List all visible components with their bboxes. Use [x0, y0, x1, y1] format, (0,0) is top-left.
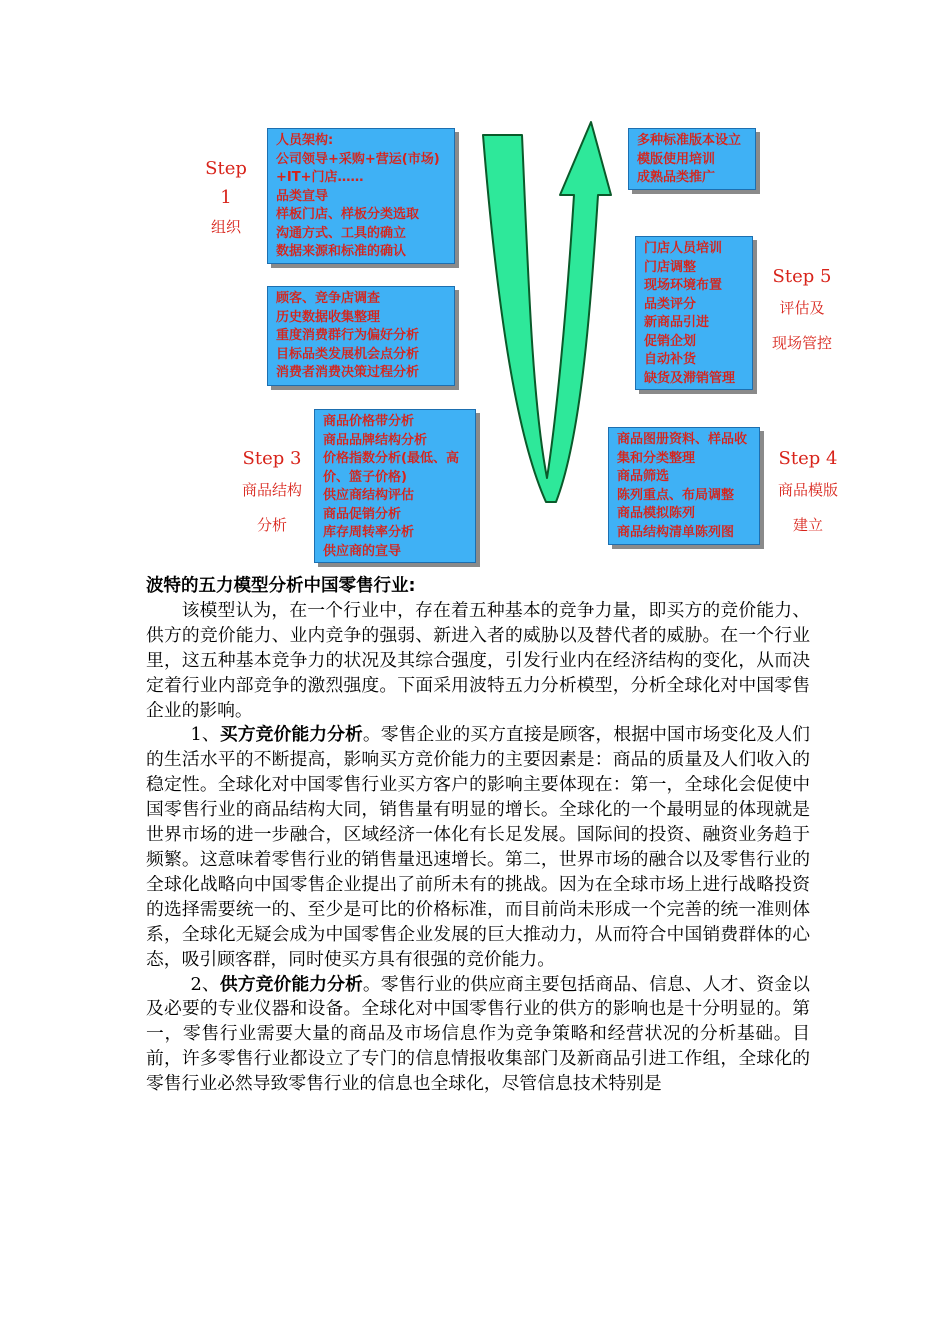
structure-analysis-box: [314, 409, 476, 563]
step4-name-line2: 建立: [792, 516, 823, 534]
box-line: 价、篮子价格): [323, 469, 407, 485]
box-line: 重度消费群行为偏好分析: [276, 328, 420, 343]
box-line: 公司领导+采购+营运(市场): [276, 151, 440, 167]
box-line: 品类评分: [644, 296, 697, 312]
box-line: 商品图册资料、样品收: [617, 432, 748, 447]
box-line: 商品品牌结构分析: [323, 432, 428, 448]
box-line: +IT+门店……: [276, 170, 364, 185]
step3-title: Step 3: [242, 448, 302, 469]
step4-title: Step 4: [778, 448, 838, 469]
box-line: 价格指数分析(最低、高: [323, 451, 459, 466]
section-number: 1、: [190, 724, 220, 746]
section-number: 2、: [190, 973, 220, 995]
research-box: [267, 286, 455, 386]
box-line: 集和分类整理: [617, 450, 696, 466]
box-line: 沟通方式、工具的确立: [276, 225, 407, 241]
box-line: 商品促销分析: [323, 506, 402, 522]
org-box: [267, 128, 455, 264]
box-line: 模版使用培训: [637, 151, 716, 167]
box-line: 商品模拟陈列: [617, 506, 696, 521]
section-title: 供方竞价能力分析: [219, 973, 363, 995]
box-line: 缺货及滞销管理: [644, 370, 736, 386]
box-line: 供应商的宣导: [323, 543, 402, 559]
step5-title: Step 5: [772, 266, 832, 287]
box-line: 成熟品类推广: [637, 170, 716, 185]
step1-label: [196, 158, 256, 237]
article-heading: 波特的五力模型分析中国零售行业:: [146, 576, 416, 596]
step5-name-line2: 现场管控: [771, 334, 832, 352]
step3-name-line2: 分析: [256, 516, 287, 534]
box-line: 品类宣导: [276, 188, 329, 204]
box-line: 库存周转率分析: [323, 525, 415, 540]
u-arrow-icon: [470, 120, 620, 510]
box-line: 消费者消费决策过程分析: [276, 365, 420, 380]
u-arrow-shape: [483, 122, 611, 502]
box-line: 商品价格带分析: [323, 414, 415, 429]
box-line: 历史数据收集整理: [276, 309, 381, 325]
box-line: 现场环境布置: [644, 278, 723, 293]
box-line: 商品筛选: [617, 469, 670, 484]
rollout-box: [628, 128, 756, 190]
section-title: 买方竞价能力分析: [219, 724, 363, 746]
intro-paragraph: 该模型认为，在一个行业中，存在着五种基本的竞争力量，即买方的竞价能力、供方的竞价能力、业内竞争的强弱、新进入者的威胁以及替代者的威胁。在一个行业里，这五种基本竞争力的状况及其综合强度，引发行业内在经济结构的变化，从而决定着行业内部竞争的激烈强度。下面采用波特五力分析模型，分析全球化对中国零售企业的影响。: [146, 599, 810, 721]
box-line: 自动补货: [644, 352, 697, 367]
box-line: 目标品类发展机会点分析: [276, 346, 420, 362]
box-line: 顾客、竞争店调查: [276, 291, 381, 306]
control-box: [635, 236, 753, 390]
box-line: 数据来源和标准的确认: [276, 244, 407, 259]
step1-title: Step: [205, 158, 247, 179]
step3-name-line1: 商品结构: [241, 481, 302, 499]
box-line: 新商品引进: [644, 315, 710, 330]
section-buyer-power: [146, 723, 810, 972]
section-supplier-power: [146, 973, 810, 1098]
section-body: 。零售行业的供应商主要包括商品、信息、人才、资金以及必要的专业仪器和设备。全球化对中国零售行业的供方的影响也是十分明显的。第一，零售行业需要大量的商品及市场信息作为竞争策略和经营状况的分析基础。目前，许多零售行业都设立了专门的信息情报收集部门及新商品引进工作组，全球化的零售行业必然导致零售行业的信息也全球化，尽管信息技术特别是: [146, 973, 810, 1095]
section-body: 。零售企业的买方直接是顾客，根据中国市场变化及人们的生活水平的不断提高，影响买方竞价能力的主要因素是：商品的质量及人们收入的稳定性。全球化对中国零售行业买方客户的影响主要体现在：第一，全球化会促使中国零售行业的商品结构大同，销售量有明显的增长。全球化的一个最明显的体现就是世界市场的进一步融合，区域经济一体化有长足发展。国际间的投资、融资业务趋于频繁。这意味着零售行业的销售量迅速增长。第二，世界市场的融合以及零售行业的全球化战略向中国零售企业提出了前所未有的挑战。因为在全球市场上进行战略投资的选择需要统一的、至少是可比的价格标准，而目前尚未形成一个完善的统一准则体系，全球化无疑会成为中国零售企业发展的巨大推动力，从而符合中国销费群体的心态，吸引顾客群，同时使买方具有很强的竞价能力。: [146, 724, 810, 970]
box-line: 样板门店、样板分类选取: [276, 207, 420, 222]
step5-label: [764, 266, 840, 353]
box-line: 多种标准版本设立: [637, 133, 742, 148]
step4-label: [770, 448, 846, 535]
box-line: 陈列重点、布局调整: [617, 487, 735, 503]
template-box: [608, 427, 760, 545]
article: [146, 574, 810, 1097]
step1-number: 1: [220, 187, 232, 208]
box-line: 人员架构:: [276, 133, 334, 148]
box-line: 商品结构清单陈列图: [617, 524, 735, 540]
step5-name-line1: 评估及: [779, 299, 825, 317]
step1-name: 组织: [210, 218, 241, 236]
step3-label: [234, 448, 310, 535]
box-line: 门店人员培训: [644, 241, 723, 256]
box-line: 供应商结构评估: [323, 488, 415, 503]
step4-name-line1: 商品模版: [777, 481, 838, 499]
box-line: 促销企划: [644, 333, 697, 349]
category-management-diagram: [0, 0, 950, 570]
box-line: 门店调整: [644, 259, 697, 275]
